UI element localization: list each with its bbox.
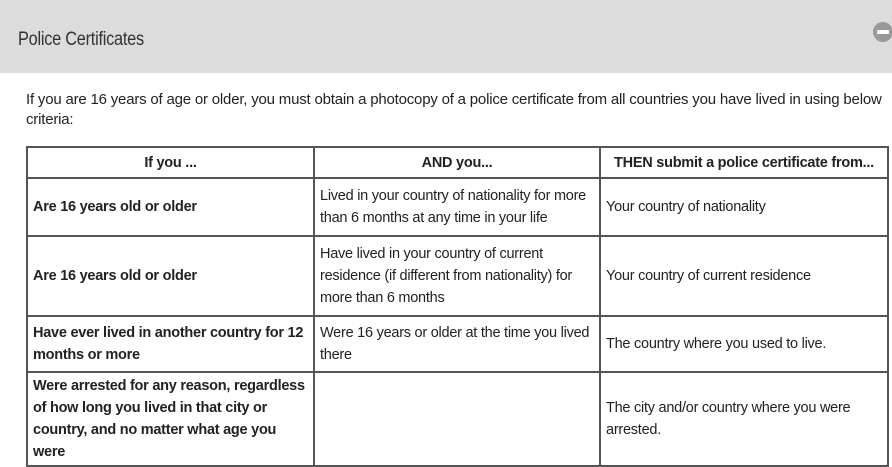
table-cell-condition: Were arrested for any reason, regardless of how long you lived in that city or country, and no matter what age you were	[27, 372, 314, 466]
table-cell-requirement	[314, 372, 600, 466]
table-cell-condition: Are 16 years old or older	[27, 178, 314, 236]
table-cell-condition: Have ever lived in another country for 12 months or more	[27, 316, 314, 372]
table-cell-requirement: Were 16 years or older at the time you lived there	[314, 316, 600, 372]
table-cell-source: Your country of nationality	[600, 178, 888, 236]
table-row	[27, 372, 888, 466]
header-then-submit: THEN submit a police certificate from...	[600, 147, 888, 178]
table-cell-requirement: Have lived in your country of current residence (if different from nationality) for more than 6 months	[314, 236, 600, 316]
panel-header[interactable]	[0, 0, 892, 73]
intro-text: If you are 16 years of age or older, you must obtain a photocopy of a police certificate from all countries you have lived in using below criteria:	[26, 91, 882, 128]
table-cell-source: The city and/or country where you were arrested.	[600, 372, 888, 466]
minus-bar	[877, 30, 889, 34]
panel-title: Police Certificates	[18, 29, 144, 50]
minus-circle-icon[interactable]	[873, 22, 892, 42]
table-row	[27, 178, 888, 236]
header-if-you: If you ...	[27, 147, 314, 178]
table-row	[27, 236, 888, 316]
table-cell-condition: Are 16 years old or older	[27, 236, 314, 316]
table-cell-requirement: Lived in your country of nationality for more than 6 months at any time in your life	[314, 178, 600, 236]
table-row	[27, 316, 888, 372]
table-cell-source: Your country of current residence	[600, 236, 888, 316]
table-header-row	[27, 147, 888, 178]
police-certificate-criteria-table	[26, 146, 889, 467]
table-cell-source: The country where you used to live.	[600, 316, 888, 372]
header-and-you: AND you...	[314, 147, 600, 178]
